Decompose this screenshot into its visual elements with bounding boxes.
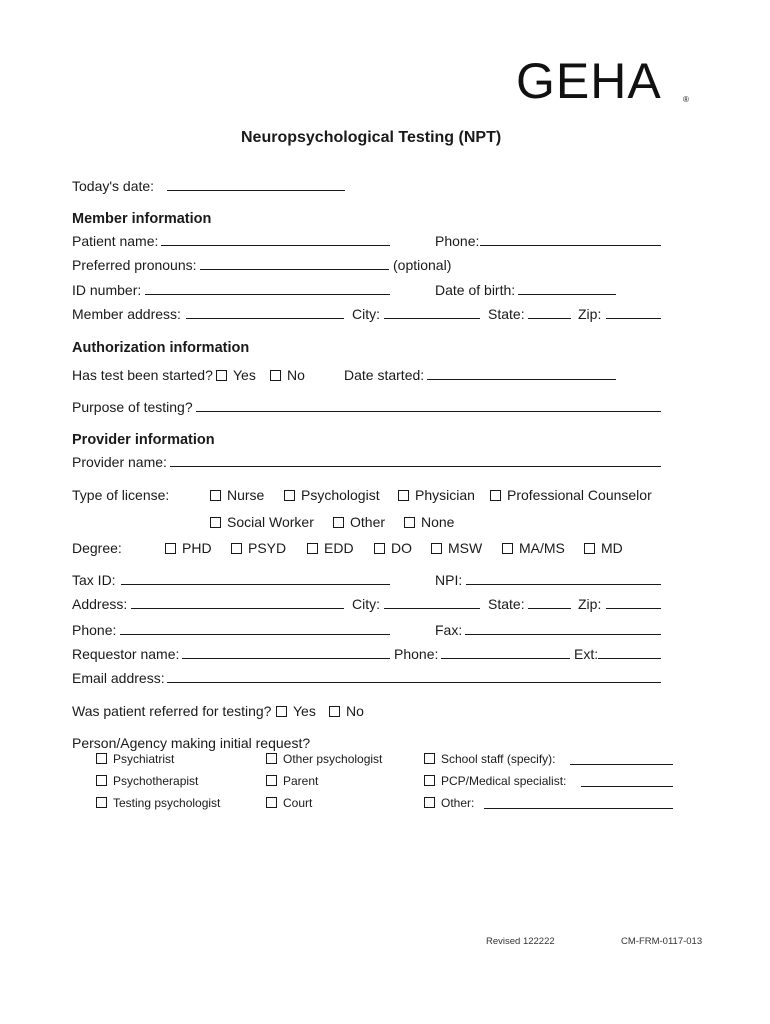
provider-address-field[interactable] [131, 608, 344, 609]
patient-name-field[interactable] [161, 245, 390, 246]
member-zip-label: Zip: [578, 306, 602, 322]
degree-psyd-option[interactable]: PSYD [231, 540, 286, 556]
license-counselor-option[interactable]: Professional Counselor [490, 487, 652, 503]
license-other-option[interactable]: Other [333, 514, 385, 530]
pronouns-label: Preferred pronouns: [72, 257, 197, 273]
checkbox-icon[interactable] [424, 775, 435, 786]
checkbox-icon[interactable] [266, 753, 277, 764]
member-address-field[interactable] [186, 318, 344, 319]
member-city-label: City: [352, 306, 380, 322]
pronouns-field[interactable] [200, 269, 389, 270]
checkbox-icon[interactable] [374, 543, 385, 554]
checkbox-icon[interactable] [329, 706, 340, 717]
ext-label: Ext: [574, 646, 599, 662]
pcp-field[interactable] [581, 786, 673, 787]
registered-mark: ® [683, 95, 689, 104]
checkbox-icon[interactable] [266, 775, 277, 786]
revised-note: Revised 122222 [486, 936, 555, 947]
form-code: CM-FRM-0117-013 [621, 936, 703, 947]
member-city-field[interactable] [384, 318, 480, 319]
tax-id-label: Tax ID: [72, 572, 116, 588]
checkbox-icon[interactable] [216, 370, 227, 381]
checkbox-icon[interactable] [502, 543, 513, 554]
fax-label: Fax: [435, 622, 463, 638]
checkbox-icon[interactable] [266, 797, 277, 808]
checkbox-icon[interactable] [307, 543, 318, 554]
member-address-label: Member address: [72, 306, 181, 322]
checkbox-icon[interactable] [404, 517, 415, 528]
checkbox-icon[interactable] [165, 543, 176, 554]
member-phone-field[interactable] [480, 245, 661, 246]
test-started-no-option[interactable] [270, 367, 305, 383]
npi-field[interactable] [466, 584, 661, 585]
checkbox-icon[interactable] [276, 706, 287, 717]
agency-pcp-option[interactable]: PCP/Medical specialist: [424, 774, 566, 788]
referred-yes-option[interactable]: Yes [276, 703, 316, 719]
provider-state-label: State: [488, 596, 525, 612]
license-physician-option[interactable]: Physician [398, 487, 475, 503]
license-psychologist-option[interactable]: Psychologist [284, 487, 380, 503]
referred-no-option[interactable]: No [329, 703, 364, 719]
purpose-label: Purpose of testing? [72, 399, 193, 415]
degree-phd-option[interactable]: PHD [165, 540, 212, 556]
checkbox-icon[interactable] [270, 370, 281, 381]
degree-do-option[interactable]: DO [374, 540, 412, 556]
agency-other-field[interactable] [484, 808, 673, 809]
agency-other-psychologist-option[interactable]: Other psychologist [266, 752, 382, 766]
checkbox-icon[interactable] [490, 490, 501, 501]
license-none-option[interactable]: None [404, 514, 454, 530]
agency-psychotherapist-option[interactable]: Psychotherapist [96, 774, 198, 788]
dob-label: Date of birth: [435, 282, 516, 298]
provider-city-field[interactable] [384, 608, 480, 609]
requestor-phone-label: Phone: [394, 646, 439, 662]
agency-parent-option[interactable]: Parent [266, 774, 318, 788]
date-started-field[interactable] [427, 379, 616, 380]
checkbox-icon[interactable] [284, 490, 295, 501]
email-label: Email address: [72, 670, 165, 686]
id-number-field[interactable] [145, 294, 390, 295]
test-started-yes-option[interactable] [216, 367, 256, 383]
authorization-heading: Authorization information [72, 340, 250, 356]
degree-mams-option[interactable]: MA/MS [502, 540, 565, 556]
requestor-name-field[interactable] [182, 658, 390, 659]
no-label: No [287, 367, 305, 383]
requestor-phone-field[interactable] [441, 658, 570, 659]
yes-label: Yes [233, 367, 256, 383]
license-nurse-option[interactable]: Nurse [210, 487, 264, 503]
provider-name-field[interactable] [170, 466, 661, 467]
checkbox-icon[interactable] [333, 517, 344, 528]
checkbox-icon[interactable] [584, 543, 595, 554]
agency-other-option[interactable]: Other: [424, 796, 474, 810]
checkbox-icon[interactable] [231, 543, 242, 554]
provider-city-label: City: [352, 596, 380, 612]
provider-zip-label: Zip: [578, 596, 602, 612]
degree-msw-option[interactable]: MSW [431, 540, 482, 556]
provider-heading: Provider information [72, 432, 215, 448]
degree-edd-option[interactable]: EDD [307, 540, 354, 556]
member-phone-label: Phone: [435, 233, 480, 249]
ext-field[interactable] [598, 658, 661, 659]
todays-date-label: Today's date: [72, 178, 155, 194]
school-staff-field[interactable] [570, 764, 673, 765]
checkbox-icon[interactable] [96, 797, 107, 808]
checkbox-icon[interactable] [398, 490, 409, 501]
agency-testing-psychologist-option[interactable]: Testing psychologist [96, 796, 220, 810]
requestor-name-label: Requestor name: [72, 646, 180, 662]
fax-field[interactable] [465, 634, 661, 635]
checkbox-icon[interactable] [210, 490, 221, 501]
date-started-label: Date started: [344, 367, 425, 383]
checkbox-icon[interactable] [424, 797, 435, 808]
agency-psychiatrist-option[interactable]: Psychiatrist [96, 752, 174, 766]
member-state-field[interactable] [528, 318, 571, 319]
member-state-label: State: [488, 306, 525, 322]
degree-md-option[interactable]: MD [584, 540, 623, 556]
test-started-question: Has test been started? [72, 367, 213, 383]
id-number-label: ID number: [72, 282, 142, 298]
checkbox-icon[interactable] [431, 543, 442, 554]
form-title: Neuropsychological Testing (NPT) [241, 129, 502, 146]
degree-label: Degree: [72, 540, 122, 556]
checkbox-icon[interactable] [96, 775, 107, 786]
geha-logo: GEHA [516, 53, 662, 109]
provider-phone-field[interactable] [120, 634, 390, 635]
provider-phone-label: Phone: [72, 622, 117, 638]
patient-name-label: Patient name: [72, 233, 159, 249]
checkbox-icon[interactable] [210, 517, 221, 528]
referred-question: Was patient referred for testing? [72, 703, 272, 719]
npi-label: NPI: [435, 572, 463, 588]
provider-name-label: Provider name: [72, 454, 167, 470]
provider-state-field[interactable] [528, 608, 571, 609]
email-field[interactable] [167, 682, 661, 683]
todays-date-field[interactable] [167, 190, 345, 191]
tax-id-field[interactable] [121, 584, 390, 585]
checkbox-icon[interactable] [96, 753, 107, 764]
license-social-worker-option[interactable]: Social Worker [210, 514, 314, 530]
member-info-heading: Member information [72, 211, 212, 227]
provider-address-label: Address: [72, 596, 128, 612]
checkbox-icon[interactable] [424, 753, 435, 764]
dob-field[interactable] [518, 294, 616, 295]
agency-school-staff-option[interactable]: School staff (specify): [424, 752, 556, 766]
purpose-field[interactable] [196, 411, 661, 412]
license-type-label: Type of license: [72, 487, 170, 503]
agency-court-option[interactable]: Court [266, 796, 312, 810]
pronouns-optional-note: (optional) [393, 257, 452, 273]
provider-zip-field[interactable] [606, 608, 661, 609]
member-zip-field[interactable] [606, 318, 661, 319]
agency-label: Person/Agency making initial request? [72, 735, 311, 751]
